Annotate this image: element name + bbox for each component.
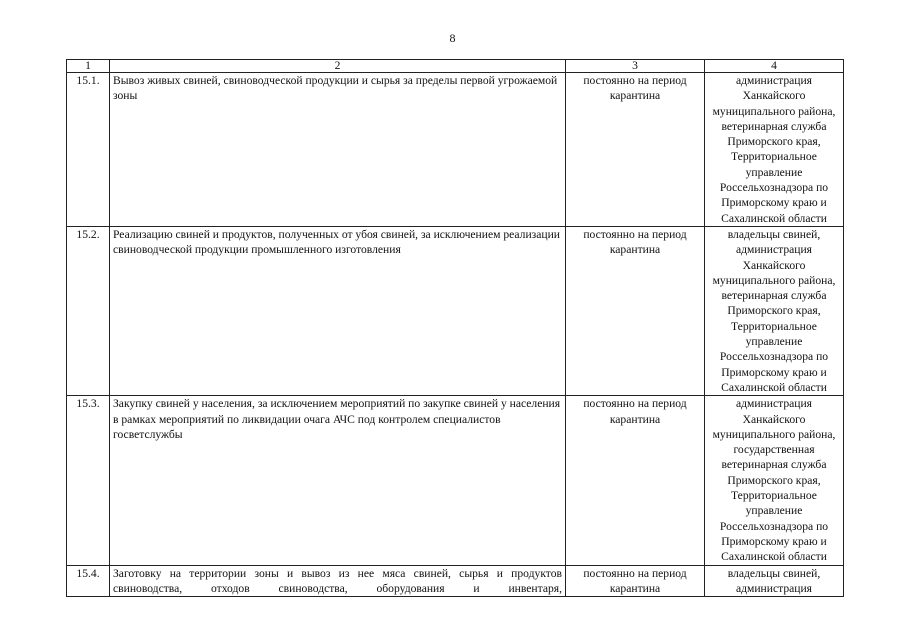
row-number: 15.3. xyxy=(67,396,110,565)
responsible-parties xyxy=(705,565,844,596)
page-number: 8 xyxy=(449,31,456,45)
measure-period xyxy=(566,565,705,596)
responsible-parties: администрация Ханкайского муниципального района, государственная ветеринарная служба Приморского края, Территориальное управление Россельхознадзора по Приморскому краю и Сахалинской области xyxy=(705,396,844,565)
column-header-4: 4 xyxy=(705,60,844,73)
table-row xyxy=(67,73,844,227)
measure-period: постоянно на период карантина xyxy=(566,396,705,565)
row-number: 15.4. xyxy=(67,565,110,596)
table-row xyxy=(67,565,844,596)
measure-period: постоянно на период карантина xyxy=(566,73,705,227)
measure-description-text: Заготовку на территории зоны и вывоз из нее мяса свиней, сырья и продуктов свиноводства, отходов свиноводства, оборудования и инвентаря, xyxy=(113,566,562,595)
table-row xyxy=(67,226,844,395)
measures-table xyxy=(66,59,844,597)
measure-description xyxy=(110,565,566,596)
measure-period-text: постоянно на период карантина xyxy=(583,566,687,595)
responsible-parties-text: владельцы свиней, администрация xyxy=(727,566,821,595)
row-number: 15.1. xyxy=(67,73,110,227)
row-number: 15.2. xyxy=(67,226,110,395)
table-row xyxy=(67,396,844,565)
column-header-1: 1 xyxy=(67,60,110,73)
measure-description: Вывоз живых свиней, свиноводческой продукции и сырья за пределы первой угрожаемой зоны xyxy=(110,73,566,227)
column-header-3: 3 xyxy=(566,60,705,73)
responsible-parties: владельцы свиней, администрация Ханкайского муниципального района, ветеринарная служба Приморского края, Территориальное управление Россельхознадзора по Приморскому краю и Сахалинской области xyxy=(705,226,844,395)
table-header-row xyxy=(67,60,844,73)
column-header-2: 2 xyxy=(110,60,566,73)
responsible-parties: администрация Ханкайского муниципального района, ветеринарная служба Приморского края, Территориальное управление Россельхознадзора по Приморскому краю и Сахалинской области xyxy=(705,73,844,227)
measure-description: Реализацию свиней и продуктов, полученных от убоя свиней, за исключением реализации свиноводческой продукции промышленного изготовления xyxy=(110,226,566,395)
measure-description: Закупку свиней у населения, за исключением мероприятий по закупке свиней у населения в рамках мероприятий по ликвидации очага АЧС под контролем специалистов госветслужбы xyxy=(110,396,566,565)
measure-period: постоянно на период карантина xyxy=(566,226,705,395)
